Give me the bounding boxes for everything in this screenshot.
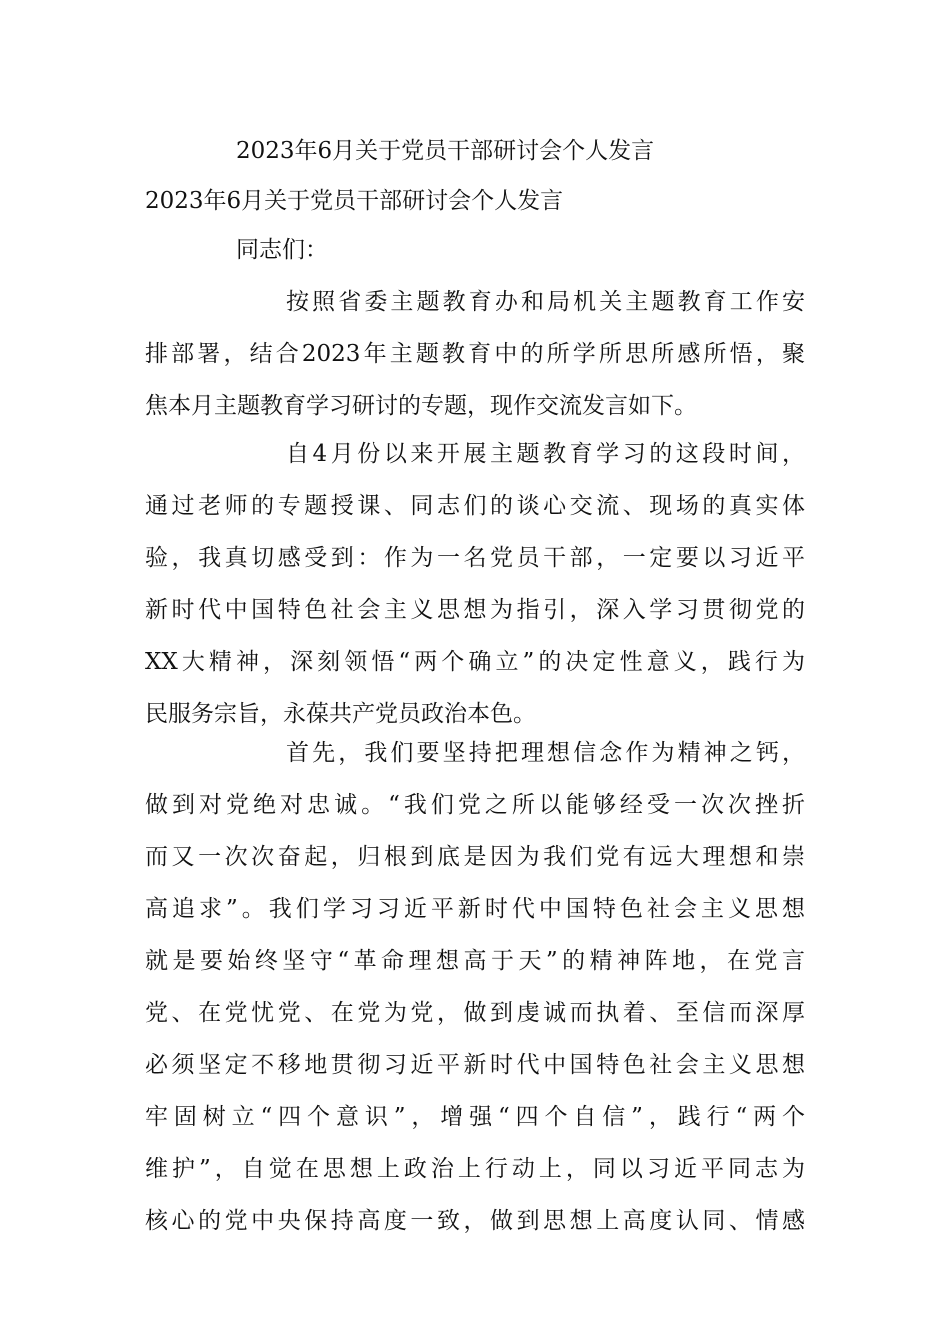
paragraph-line: 必须坚定不移地贯彻习近平新时代中国特色社会主义思想 <box>145 1052 805 1078</box>
paragraph-line: 民服务宗旨，永葆共产党员政治本色。 <box>145 701 536 727</box>
paragraph-2 <box>145 440 805 752</box>
paragraph-line: 核心的党中央保持高度一致，做到思想上高度认同、情感 <box>145 1208 805 1234</box>
paragraph-1 <box>145 288 805 444</box>
paragraph-line: 党、在党忧党、在党为党，做到虔诚而执着、至信而深厚 <box>145 1000 805 1026</box>
paragraph-line: 按照省委主题教育办和局机关主题教育工作安 <box>286 289 805 315</box>
paragraph-line: 而又一次次奋起，归根到底是因为我们党有远大理想和崇 <box>145 844 805 870</box>
paragraph-3 <box>145 739 805 1259</box>
document-title: 2023年6月关于党员干部研讨会个人发言 <box>236 138 655 164</box>
paragraph-line: 排部署，结合2023年主题教育中的所学所思所感所悟，聚 <box>145 341 805 367</box>
document-subtitle: 2023年6月关于党员干部研讨会个人发言 <box>145 188 564 214</box>
paragraph-line: 首先，我们要坚持把理想信念作为精神之钙， <box>286 740 805 766</box>
paragraph-line: 新时代中国特色社会主义思想为指引，深入学习贯彻党的 <box>145 597 805 623</box>
salutation: 同志们： <box>236 237 328 263</box>
paragraph-line: 验，我真切感受到：作为一名党员干部，一定要以习近平 <box>145 545 805 571</box>
paragraph-line: 焦本月主题教育学习研讨的专题，现作交流发言如下。 <box>145 393 697 419</box>
paragraph-line: 维护”，自觉在思想上政治上行动上，同以习近平同志为 <box>145 1156 805 1182</box>
paragraph-line: 高追求”。我们学习习近平新时代中国特色社会主义思想 <box>145 896 805 922</box>
paragraph-line: 做到对党绝对忠诚。“我们党之所以能够经受一次次挫折 <box>145 792 805 818</box>
paragraph-line: 牢固树立“四个意识”，增强“四个自信”，践行“两个 <box>145 1104 805 1130</box>
paragraph-line: 通过老师的专题授课、同志们的谈心交流、现场的真实体 <box>145 493 805 519</box>
paragraph-line: XX大精神，深刻领悟“两个确立”的决定性意义，践行为 <box>145 649 805 675</box>
paragraph-line: 自4月份以来开展主题教育学习的这段时间， <box>286 441 805 467</box>
paragraph-line: 就是要始终坚守“革命理想高于天”的精神阵地，在党言 <box>145 948 805 974</box>
